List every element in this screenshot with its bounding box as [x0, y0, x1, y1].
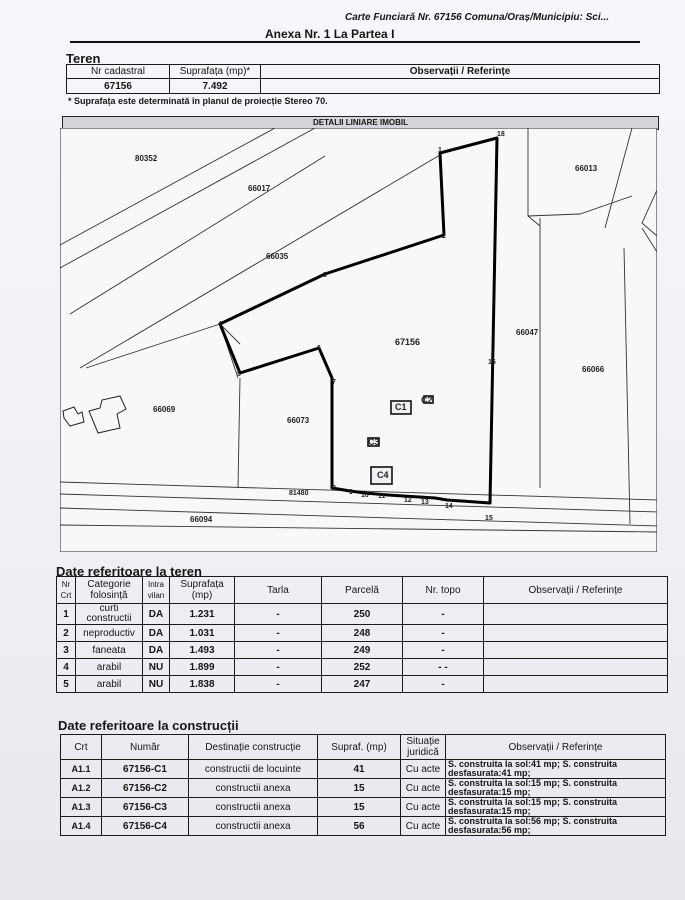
cell-nr-topo: -	[403, 604, 484, 625]
cell-categorie: faneata	[76, 642, 143, 659]
obs-line: S. construita la sol:15 mp; S. construita	[448, 778, 618, 788]
map-banner: DETALII LINIARE IMOBIL	[62, 116, 659, 130]
obs-line: desfasurata:41 mp;	[448, 768, 531, 778]
parcel-label-81480: 81480	[289, 490, 309, 497]
building-label-c1: C1	[395, 402, 407, 412]
cell-observatii	[446, 760, 666, 779]
nr-cadastral-value: 67156	[67, 79, 170, 94]
cell-nr-topo: -	[403, 676, 484, 693]
header-divider	[70, 41, 640, 43]
vertex-2: 2	[442, 233, 446, 240]
col-nr-topo: Nr. topo	[403, 577, 484, 604]
col-supraf: Supraf. (mp)	[318, 735, 401, 760]
teren-ref-title: Date referitoare la teren	[56, 564, 202, 579]
vertex-9: 9	[349, 489, 353, 496]
cell-tarla: -	[235, 625, 322, 642]
col-suprafata-teren: Suprafața (mp)	[170, 577, 235, 604]
cell-numar: 67156-C3	[102, 798, 189, 817]
cell-situatie: Cu acte	[401, 779, 446, 798]
cell-categorie: curti constructii	[76, 604, 143, 625]
table-row	[57, 642, 668, 659]
table-row	[61, 798, 666, 817]
cell-tarla: -	[235, 604, 322, 625]
cell-parcela: 249	[322, 642, 403, 659]
annex-title: Anexa Nr. 1 La Partea I	[265, 27, 395, 41]
cell-parcela: 248	[322, 625, 403, 642]
cell-nr-topo: -	[403, 642, 484, 659]
table-row	[57, 676, 668, 693]
footnote: * Suprafața este determinată în planul de proiecție Stereo 70.	[68, 96, 328, 106]
cell-tarla: -	[235, 676, 322, 693]
obs-line: desfasurata:15 mp;	[448, 787, 531, 797]
cell-observatii	[446, 779, 666, 798]
cell-destinatie: constructii anexa	[189, 779, 318, 798]
cell-destinatie: constructii anexa	[189, 798, 318, 817]
cell-parcela: 247	[322, 676, 403, 693]
cell-crt: A1.3	[61, 798, 102, 817]
cell-intravilan: DA	[143, 642, 170, 659]
col-categorie: Categorie folosință	[76, 577, 143, 604]
observatii-value	[261, 79, 660, 94]
col-crt: Crt	[61, 735, 102, 760]
table-row	[57, 625, 668, 642]
cell-supraf: 15	[318, 779, 401, 798]
cell-nr-topo: -	[403, 625, 484, 642]
cell-observatii	[484, 676, 668, 693]
vertex-15: 15	[485, 515, 493, 522]
teren-table	[66, 64, 660, 94]
cell-numar: 67156-C1	[102, 760, 189, 779]
cell-crt: A1.1	[61, 760, 102, 779]
table-row	[57, 659, 668, 676]
building-label-c2: C2	[421, 395, 433, 405]
table-row	[61, 760, 666, 779]
parcel-label-66035: 66035	[266, 252, 289, 261]
cell-parcela: 250	[322, 604, 403, 625]
cell-supraf: 56	[318, 817, 401, 836]
cell-nr: 4	[57, 659, 76, 676]
cell-intravilan: NU	[143, 659, 170, 676]
parcel-label-66047: 66047	[516, 328, 539, 337]
cell-situatie: Cu acte	[401, 760, 446, 779]
cell-nr: 2	[57, 625, 76, 642]
parcel-label-66073: 66073	[287, 416, 310, 425]
vertex-8: 8	[332, 485, 336, 492]
cell-intravilan: DA	[143, 604, 170, 625]
cell-destinatie: constructii de locuinte	[189, 760, 318, 779]
obs-line: S. construita la sol:41 mp; S. construita	[448, 759, 618, 769]
building-label-c3: C3	[368, 437, 380, 447]
constructii-title: Date referitoare la construcții	[58, 718, 239, 733]
constructii-table	[60, 734, 666, 836]
cell-observatii	[484, 642, 668, 659]
vertex-11: 11	[378, 493, 386, 500]
obs-line: S. construita la sol:15 mp; S. construita	[448, 797, 618, 807]
vertex-5: 5	[237, 371, 241, 378]
cell-suprafata: 1.493	[170, 642, 235, 659]
vertex-16: 16	[488, 359, 496, 366]
col-observatii-constructii: Observații / Referințe	[446, 735, 666, 760]
cell-destinatie: constructii anexa	[189, 817, 318, 836]
table-row	[67, 79, 660, 94]
cell-numar: 67156-C2	[102, 779, 189, 798]
cell-observatii	[484, 625, 668, 642]
teren-section-title: Teren	[66, 51, 101, 66]
cell-crt: A1.2	[61, 779, 102, 798]
col-destinatie: Destinație construcție	[189, 735, 318, 760]
teren-ref-table	[56, 576, 668, 693]
carte-funciara-header: Carte Funciară Nr. 67156 Comuna/Oraș/Municipiu: Sci...	[345, 12, 609, 23]
obs-line: desfasurata:15 mp;	[448, 806, 531, 816]
cell-observatii	[484, 659, 668, 676]
col-numar: Număr	[102, 735, 189, 760]
cell-observatii	[446, 817, 666, 836]
cell-suprafata: 1.838	[170, 676, 235, 693]
cell-nr: 5	[57, 676, 76, 693]
cell-observatii	[484, 604, 668, 625]
parcel-label-66013: 66013	[575, 164, 598, 173]
cell-nr: 3	[57, 642, 76, 659]
col-nr-crt: Nr Crt	[57, 577, 76, 604]
vertex-6: 6	[317, 345, 321, 352]
vertex-3: 3	[323, 272, 327, 279]
vertex-4: 4	[218, 321, 222, 328]
cell-intravilan: NU	[143, 676, 170, 693]
cell-tarla: -	[235, 659, 322, 676]
vertex-7: 7	[332, 379, 336, 386]
col-observatii-teren: Observații / Referințe	[484, 577, 668, 604]
table-row	[61, 817, 666, 836]
col-parcela: Parcelă	[322, 577, 403, 604]
parcel-label-66017: 66017	[248, 184, 271, 193]
building-label-c4: C4	[377, 470, 389, 480]
cadastral-map	[60, 128, 657, 552]
parcel-label-66069: 66069	[153, 405, 176, 414]
cell-parcela: 252	[322, 659, 403, 676]
vertex-18: 18	[497, 131, 505, 138]
obs-line: S. construita la sol:56 mp; S. construita	[448, 816, 618, 826]
vertex-12: 12	[404, 497, 412, 504]
col-nr-cadastral: Nr cadastral	[67, 65, 170, 79]
cell-suprafata: 1.899	[170, 659, 235, 676]
table-row	[57, 604, 668, 625]
cell-supraf: 41	[318, 760, 401, 779]
table-row	[61, 779, 666, 798]
cell-situatie: Cu acte	[401, 817, 446, 836]
cell-crt: A1.4	[61, 817, 102, 836]
cell-intravilan: DA	[143, 625, 170, 642]
vertex-1: 1	[438, 147, 442, 154]
cell-tarla: -	[235, 642, 322, 659]
obs-line: desfasurata:56 mp;	[448, 825, 531, 835]
vertex-10: 10	[361, 492, 369, 499]
parcel-label-66094: 66094	[190, 515, 213, 524]
parcel-label-66066: 66066	[582, 365, 605, 374]
cell-categorie: neproductiv	[76, 625, 143, 642]
suprafata-value: 7.492	[170, 79, 261, 94]
cell-categorie: arabil	[76, 676, 143, 693]
parcel-label-67156: 67156	[395, 337, 421, 347]
vertex-13: 13	[421, 499, 429, 506]
cell-supraf: 15	[318, 798, 401, 817]
cell-nr-topo: - -	[403, 659, 484, 676]
col-intravilan: Intra vilan	[143, 577, 170, 604]
vertex-14: 14	[445, 503, 453, 510]
cell-nr: 1	[57, 604, 76, 625]
cell-situatie: Cu acte	[401, 798, 446, 817]
cell-observatii	[446, 798, 666, 817]
cell-suprafata: 1.031	[170, 625, 235, 642]
cell-suprafata: 1.231	[170, 604, 235, 625]
col-observatii: Observații / Referințe	[261, 65, 660, 79]
col-tarla: Tarla	[235, 577, 322, 604]
col-situatie: Situație juridică	[401, 735, 446, 760]
col-suprafata: Suprafața (mp)*	[170, 65, 261, 79]
parcel-label-80352: 80352	[135, 154, 158, 163]
cell-numar: 67156-C4	[102, 817, 189, 836]
cell-categorie: arabil	[76, 659, 143, 676]
